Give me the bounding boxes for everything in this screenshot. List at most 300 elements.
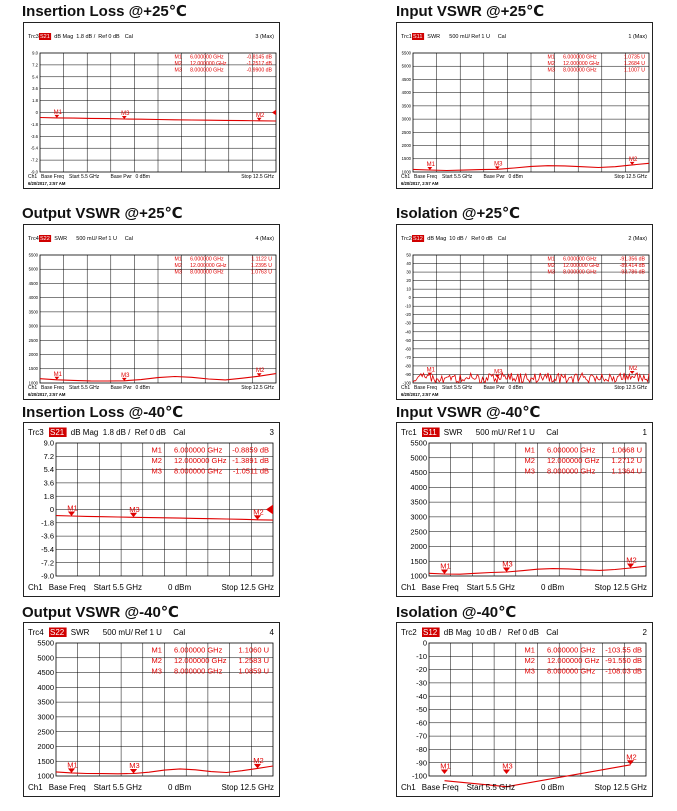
y-tick-label: -5.4 xyxy=(41,545,54,555)
param-label: S12 xyxy=(423,628,438,637)
trace-number: 3 xyxy=(269,428,274,437)
y-tick-label: 7.2 xyxy=(43,451,54,461)
y-tick-label: 4000 xyxy=(410,482,427,492)
y-tick-label: 2000 xyxy=(28,352,38,358)
footer-start: Start 5.5 GHz xyxy=(69,174,100,180)
cal-label: Cal xyxy=(497,34,506,40)
marker-readout-value: 1.1007 U xyxy=(623,67,645,74)
marker-readout-value: -91.356 dB xyxy=(619,256,645,263)
marker-readout-value: -108.03 dB xyxy=(605,666,642,676)
y-tick-label: 4500 xyxy=(401,76,411,82)
y-tick-label: 4500 xyxy=(37,668,54,678)
y-tick-label: 4000 xyxy=(28,295,38,301)
footer-date: 6/20/2017, 2:57 AM xyxy=(401,181,439,186)
marker-readout-freq: 8.000000 GHz xyxy=(173,466,223,476)
y-tick-label: 5000 xyxy=(410,453,427,463)
y-tick-label: 9.0 xyxy=(43,438,54,448)
marker-readout-freq: 12.000000 GHz xyxy=(563,61,600,67)
y-tick-label: 20 xyxy=(406,278,411,284)
y-tick-label: 9.0 xyxy=(32,50,38,56)
trace-label: Trc1 xyxy=(401,428,417,437)
y-tick-label: 5.4 xyxy=(43,465,54,475)
y-tick-label: -90 xyxy=(404,371,411,377)
marker-label: M3 xyxy=(502,761,513,771)
marker-readout-name: M3 xyxy=(524,666,535,676)
marker-readout-value: -103.55 dB xyxy=(605,645,642,655)
marker-readout-freq: 12.000000 GHz xyxy=(546,456,600,465)
ref-label: Ref 1 U xyxy=(134,628,162,637)
marker-label: M2 xyxy=(628,365,638,372)
footer-stop: Stop 12.5 GHz xyxy=(614,385,647,391)
y-tick-label: -60 xyxy=(416,718,427,728)
y-tick-label: 5500 xyxy=(37,638,54,648)
scale-label: 500 mU/ xyxy=(475,428,507,437)
footer-channel: Ch1 xyxy=(401,385,411,391)
chart-title-out-vswr-25: Output VSWR @+25℃ xyxy=(22,205,183,222)
marker-readout-name: M2 xyxy=(524,656,535,665)
format-label: SWR xyxy=(70,628,90,637)
marker-readout-name: M2 xyxy=(151,456,162,465)
marker-readout-name: M2 xyxy=(174,61,182,67)
y-tick-label: -60 xyxy=(404,346,411,352)
marker-readout-name: M1 xyxy=(174,54,182,61)
y-tick-label: -10 xyxy=(416,651,427,661)
chart-svg xyxy=(397,623,652,796)
marker-readout-freq: 6.000000 GHz xyxy=(173,645,223,655)
y-tick-label: 1000 xyxy=(401,169,411,175)
y-tick-label: 3.6 xyxy=(32,86,38,92)
marker-readout-name: M2 xyxy=(524,456,535,465)
marker-label: M2 xyxy=(626,555,637,565)
footer-start: Start 5.5 GHz xyxy=(466,783,516,792)
footer-base-freq: Base Freq xyxy=(48,783,86,792)
y-tick-label: 1500 xyxy=(401,156,411,162)
footer-start: Start 5.5 GHz xyxy=(69,385,100,391)
chart-title-il-m40: Insertion Loss @-40℃ xyxy=(22,404,184,421)
scale-label: 1.8 dB / xyxy=(102,428,131,437)
y-tick-label: -40 xyxy=(404,329,411,335)
y-tick-label: -7.2 xyxy=(30,157,38,163)
scale-label: 10 dB / xyxy=(449,236,467,242)
y-tick-label: -80 xyxy=(404,363,411,369)
trace-number: 1 xyxy=(642,428,647,437)
chart-panel-in-vswr-m40 xyxy=(396,422,653,597)
y-tick-label: -3.6 xyxy=(30,133,38,139)
cal-label: Cal xyxy=(546,628,559,637)
marker-readout-name: M1 xyxy=(151,445,162,455)
marker-readout-name: M3 xyxy=(174,67,182,74)
marker-label: M3 xyxy=(129,504,140,514)
footer-base-freq: Base Freq xyxy=(414,385,438,391)
cal-label: Cal xyxy=(173,628,186,637)
y-tick-label: -30 xyxy=(416,678,427,688)
marker-label: M1 xyxy=(426,162,436,169)
ref-label: Ref 1 U xyxy=(98,236,117,242)
marker-readout-freq: 6.000000 GHz xyxy=(563,256,597,263)
ref-label: Ref 0 dB xyxy=(98,34,120,40)
marker-readout-value: 1.0859 U xyxy=(238,666,269,676)
footer-start: Start 5.5 GHz xyxy=(93,783,143,792)
marker-readout-freq: 12.000000 GHz xyxy=(173,656,227,665)
chart-title-iso-25: Isolation @+25℃ xyxy=(396,205,521,222)
ref-label: Ref 1 U xyxy=(507,428,535,437)
y-tick-label: 5000 xyxy=(401,63,411,69)
footer-base-freq: Base Freq xyxy=(48,583,86,592)
marker-readout-name: M1 xyxy=(151,645,162,655)
marker-readout-name: M1 xyxy=(524,445,535,455)
marker-readout-freq: 6.000000 GHz xyxy=(546,645,596,655)
marker-readout-value: -1.0511 dB xyxy=(232,466,269,476)
cal-label: Cal xyxy=(546,428,559,437)
trace-label: Trc3 xyxy=(28,34,39,40)
y-tick-label: 5500 xyxy=(401,50,411,56)
footer-power: 0 dBm xyxy=(541,583,565,592)
y-tick-label: 1.8 xyxy=(32,98,38,104)
param-label: S11 xyxy=(413,34,423,40)
footer-stop: Stop 12.5 GHz xyxy=(614,174,647,180)
marker-readout-name: M3 xyxy=(547,269,555,276)
marker-readout-name: M1 xyxy=(524,645,535,655)
marker-readout-value: 1.2712 U xyxy=(611,456,642,465)
trace-label: Trc2 xyxy=(401,628,417,637)
format-label: dB Mag xyxy=(70,428,99,437)
y-tick-label: -1.8 xyxy=(41,518,54,528)
scale-label: 500 mU/ xyxy=(449,34,471,40)
param-label: S12 xyxy=(413,236,423,242)
marker-readout-value: -0.8859 dB xyxy=(232,445,269,455)
y-tick-label: 1000 xyxy=(37,771,54,781)
marker-readout-value: 1.0763 U xyxy=(250,269,272,276)
y-tick-label: 4000 xyxy=(401,90,411,96)
chart-svg xyxy=(24,23,279,188)
format-label: dB Mag xyxy=(443,628,472,637)
marker-label: M1 xyxy=(440,761,451,771)
y-tick-label: 3.6 xyxy=(43,478,54,488)
chart-svg xyxy=(397,423,652,596)
marker-readout-name: M3 xyxy=(151,666,162,676)
y-tick-label: 5500 xyxy=(410,438,427,448)
marker-readout-value: 1.2395 U xyxy=(250,263,272,269)
footer-power: 0 dBm xyxy=(168,783,192,792)
reference-level-icon xyxy=(272,110,276,116)
footer-base-pwr: Base Pwr xyxy=(483,174,505,180)
y-tick-label: -1.8 xyxy=(30,121,38,127)
marker-readout-value: 1.2684 U xyxy=(623,61,645,67)
footer-power: 0 dBm xyxy=(508,385,523,391)
cal-label: Cal xyxy=(173,428,186,437)
y-tick-label: 1000 xyxy=(410,571,427,581)
marker-readout-freq: 6.000000 GHz xyxy=(563,54,597,61)
marker-readout-name: M3 xyxy=(174,269,182,276)
footer-start: Start 5.5 GHz xyxy=(442,174,473,180)
y-tick-label: 1500 xyxy=(37,756,54,766)
y-tick-label: -70 xyxy=(404,354,411,360)
y-tick-label: -50 xyxy=(404,337,411,343)
reference-level-icon xyxy=(266,505,273,515)
footer-channel: Ch1 xyxy=(401,783,416,792)
y-tick-label: 1500 xyxy=(28,366,38,372)
y-tick-label: -9.0 xyxy=(41,571,54,581)
param-label: S22 xyxy=(40,236,50,242)
y-tick-label: -50 xyxy=(416,705,427,715)
chart-panel-out-vswr-m40 xyxy=(23,622,280,797)
trace-number: 4 (Max) xyxy=(255,236,274,242)
y-tick-label: 7.2 xyxy=(32,62,38,68)
footer-base-pwr: Base Pwr xyxy=(110,174,132,180)
footer-channel: Ch1 xyxy=(401,583,416,592)
footer-channel: Ch1 xyxy=(28,385,38,391)
y-tick-label: 5500 xyxy=(28,252,38,258)
y-tick-label: -20 xyxy=(416,665,427,675)
marker-label: M1 xyxy=(440,561,451,571)
marker-readout-value: 1.1122 U xyxy=(251,256,272,263)
footer-base-freq: Base Freq xyxy=(414,174,438,180)
y-tick-label: 30 xyxy=(406,269,411,275)
marker-readout-freq: 12.000000 GHz xyxy=(190,61,227,67)
y-tick-label: -10 xyxy=(404,303,411,309)
y-tick-label: 5000 xyxy=(28,266,38,272)
trace-label: Trc4 xyxy=(28,628,44,637)
marker-label: M2 xyxy=(253,507,264,517)
marker-label: M2 xyxy=(253,755,264,765)
y-tick-label: 3500 xyxy=(401,103,411,109)
marker-label: M2 xyxy=(255,112,265,119)
cal-label: Cal xyxy=(124,236,133,242)
chart-panel-out-vswr-25 xyxy=(23,224,280,400)
y-tick-label: -90 xyxy=(416,758,427,768)
marker-readout-name: M1 xyxy=(174,256,182,263)
trace-label: Trc1 xyxy=(401,34,412,40)
marker-readout-name: M2 xyxy=(151,656,162,665)
marker-label: M3 xyxy=(502,559,513,569)
marker-readout-name: M2 xyxy=(547,61,555,67)
trace-label: Trc2 xyxy=(401,236,412,242)
y-tick-label: 2500 xyxy=(28,337,38,343)
y-tick-label: -7.2 xyxy=(41,558,54,568)
chart-panel-in-vswr-25 xyxy=(396,22,653,189)
marker-readout-name: M3 xyxy=(151,466,162,476)
marker-label: M1 xyxy=(53,371,63,378)
y-tick-label: 3500 xyxy=(410,497,427,507)
footer-start: Start 5.5 GHz xyxy=(466,583,516,592)
marker-label: M1 xyxy=(53,109,63,116)
footer-stop: Stop 12.5 GHz xyxy=(594,583,647,592)
y-tick-label: 10 xyxy=(406,286,411,292)
chart-title-il-25: Insertion Loss @+25℃ xyxy=(22,3,187,20)
y-tick-label: 2000 xyxy=(37,742,54,752)
marker-readout-freq: 8.000000 GHz xyxy=(546,466,596,476)
marker-readout-value: 1.1364 U xyxy=(611,466,642,476)
y-tick-label: 4500 xyxy=(410,468,427,478)
y-tick-label: -5.4 xyxy=(30,145,38,151)
y-tick-label: -100 xyxy=(402,380,411,386)
cal-label: Cal xyxy=(497,236,506,242)
marker-readout-value: 1.0735 U xyxy=(623,54,645,61)
marker-readout-name: M3 xyxy=(524,466,535,476)
scale-label: 10 dB / xyxy=(475,628,502,637)
y-tick-label: 1000 xyxy=(28,380,38,386)
marker-readout-name: M2 xyxy=(174,263,182,269)
marker-readout-value: -93.786 dB xyxy=(619,269,645,276)
chart-panel-iso-m40 xyxy=(396,622,653,797)
ref-label: Ref 0 dB xyxy=(471,236,493,242)
chart-title-in-vswr-m40: Input VSWR @-40℃ xyxy=(396,404,541,421)
marker-readout-name: M1 xyxy=(547,54,555,61)
y-tick-label: 2000 xyxy=(401,143,411,149)
footer-date: 6/20/2017, 2:57 AM xyxy=(28,181,66,186)
footer-base-pwr: Base Pwr xyxy=(483,385,505,391)
chart-panel-il-m40 xyxy=(23,422,280,597)
param-label: S21 xyxy=(50,428,65,437)
y-tick-label: 50 xyxy=(406,252,411,258)
footer-channel: Ch1 xyxy=(401,174,411,180)
footer-base-freq: Base Freq xyxy=(41,174,65,180)
marker-label: M3 xyxy=(494,369,503,376)
marker-label: M3 xyxy=(121,111,130,118)
footer-channel: Ch1 xyxy=(28,783,43,792)
footer-base-freq: Base Freq xyxy=(41,385,65,391)
chart-svg xyxy=(24,623,279,796)
format-label: SWR xyxy=(443,428,463,437)
y-tick-label: 1.8 xyxy=(43,491,54,501)
y-tick-label: 3000 xyxy=(401,116,411,122)
marker-readout-freq: 12.000000 GHz xyxy=(190,263,227,269)
marker-readout-freq: 6.000000 GHz xyxy=(173,445,223,455)
y-tick-label: 3500 xyxy=(28,309,38,315)
trace-label: Trc4 xyxy=(28,236,39,242)
marker-label: M1 xyxy=(67,760,78,770)
chart-title-out-vswr-m40: Output VSWR @-40℃ xyxy=(22,604,179,621)
format-label: dB Mag xyxy=(54,34,74,40)
y-tick-label: 2500 xyxy=(410,527,427,537)
marker-readout-freq: 12.000000 GHz xyxy=(546,656,600,665)
cal-label: Cal xyxy=(124,34,133,40)
format-label: SWR xyxy=(427,34,441,40)
y-tick-label: 5.4 xyxy=(32,74,38,80)
marker-readout-freq: 8.000000 GHz xyxy=(546,666,596,676)
marker-readout-value: -0.8145 dB xyxy=(246,54,272,61)
y-tick-label: -100 xyxy=(411,771,427,781)
y-tick-label: -80 xyxy=(416,745,427,755)
marker-readout-value: -91.550 dB xyxy=(605,656,642,665)
marker-label: M3 xyxy=(121,372,130,379)
ref-label: Ref 0 dB xyxy=(507,628,539,637)
marker-readout-value: 1.0668 U xyxy=(611,445,642,455)
marker-label: M2 xyxy=(628,156,638,163)
marker-readout-value: -0.9900 dB xyxy=(246,67,272,74)
footer-stop: Stop 12.5 GHz xyxy=(221,783,274,792)
y-tick-label: 3500 xyxy=(37,697,54,707)
y-tick-label: 4500 xyxy=(28,280,38,286)
marker-readout-freq: 6.000000 GHz xyxy=(190,54,224,61)
marker-readout-freq: 6.000000 GHz xyxy=(190,256,224,263)
trace-number: 3 (Max) xyxy=(255,34,274,40)
marker-readout-freq: 8.000000 GHz xyxy=(190,269,224,276)
y-tick-label: -30 xyxy=(404,320,411,326)
footer-date: 6/20/2017, 2:57 AM xyxy=(28,392,66,397)
y-tick-label: 3000 xyxy=(28,323,38,329)
format-label: SWR xyxy=(54,236,68,242)
marker-label: M3 xyxy=(129,760,140,770)
y-tick-label: 2000 xyxy=(410,542,427,552)
trace-number: 2 xyxy=(642,628,647,637)
trace-number: 1 (Max) xyxy=(628,34,647,40)
y-tick-label: 3000 xyxy=(410,512,427,522)
marker-readout-name: M1 xyxy=(547,256,555,263)
chart-panel-il-25 xyxy=(23,22,280,189)
scale-label: 500 mU/ xyxy=(76,236,98,242)
marker-readout-name: M2 xyxy=(547,263,555,269)
param-label: S21 xyxy=(40,34,50,40)
marker-label: M3 xyxy=(494,161,503,168)
marker-label: M1 xyxy=(67,503,78,513)
y-tick-label: 0 xyxy=(49,505,54,515)
marker-readout-value: 1.2583 U xyxy=(238,656,269,665)
footer-base-freq: Base Freq xyxy=(421,583,459,592)
y-tick-label: 40 xyxy=(406,261,411,267)
format-label: dB Mag xyxy=(427,236,447,242)
footer-channel: Ch1 xyxy=(28,174,38,180)
y-tick-label: -20 xyxy=(404,312,411,318)
marker-readout-freq: 8.000000 GHz xyxy=(190,67,224,74)
scale-label: 1.8 dB / xyxy=(76,34,96,40)
trace-number: 4 xyxy=(269,628,274,637)
footer-stop: Stop 12.5 GHz xyxy=(241,385,274,391)
marker-label: M2 xyxy=(626,752,637,762)
param-label: S22 xyxy=(50,628,65,637)
y-tick-label: 0 xyxy=(422,638,427,648)
marker-readout-freq: 8.000000 GHz xyxy=(173,666,223,676)
footer-power: 0 dBm xyxy=(135,385,150,391)
marker-readout-name: M3 xyxy=(547,67,555,74)
chart-svg xyxy=(24,423,279,596)
footer-stop: Stop 12.5 GHz xyxy=(594,783,647,792)
marker-readout-freq: 8.000000 GHz xyxy=(563,269,597,276)
chart-title-in-vswr-25: Input VSWR @+25℃ xyxy=(396,3,545,20)
marker-readout-value: -1.3891 dB xyxy=(232,456,269,465)
marker-readout-freq: 12.000000 GHz xyxy=(173,456,227,465)
footer-power: 0 dBm xyxy=(508,174,523,180)
footer-stop: Stop 12.5 GHz xyxy=(221,583,274,592)
footer-power: 0 dBm xyxy=(135,174,150,180)
y-tick-label: 5000 xyxy=(37,653,54,663)
y-tick-label: -9.0 xyxy=(30,169,38,175)
y-tick-label: 3000 xyxy=(37,712,54,722)
trace-number: 2 (Max) xyxy=(628,236,647,242)
y-tick-label: 4000 xyxy=(37,682,54,692)
footer-stop: Stop 12.5 GHz xyxy=(241,174,274,180)
footer-date: 6/20/2017, 2:57 AM xyxy=(401,392,439,397)
chart-svg xyxy=(24,225,279,399)
y-tick-label: 2500 xyxy=(37,727,54,737)
footer-start: Start 5.5 GHz xyxy=(93,583,143,592)
marker-readout-value: 1.1060 U xyxy=(238,645,269,655)
y-tick-label: -70 xyxy=(416,731,427,741)
marker-readout-value: -89.414 dB xyxy=(619,263,645,269)
chart-panel-iso-25 xyxy=(396,224,653,400)
marker-label: M2 xyxy=(255,368,265,375)
ref-label: Ref 1 U xyxy=(471,34,490,40)
footer-channel: Ch1 xyxy=(28,583,43,592)
scale-label: 500 mU/ xyxy=(102,628,134,637)
footer-power: 0 dBm xyxy=(541,783,565,792)
marker-readout-freq: 6.000000 GHz xyxy=(546,445,596,455)
marker-readout-freq: 8.000000 GHz xyxy=(563,67,597,74)
y-tick-label: 0 xyxy=(35,109,38,115)
y-tick-label: -40 xyxy=(416,691,427,701)
marker-label: M1 xyxy=(426,367,436,374)
y-tick-label: 1500 xyxy=(410,556,427,566)
